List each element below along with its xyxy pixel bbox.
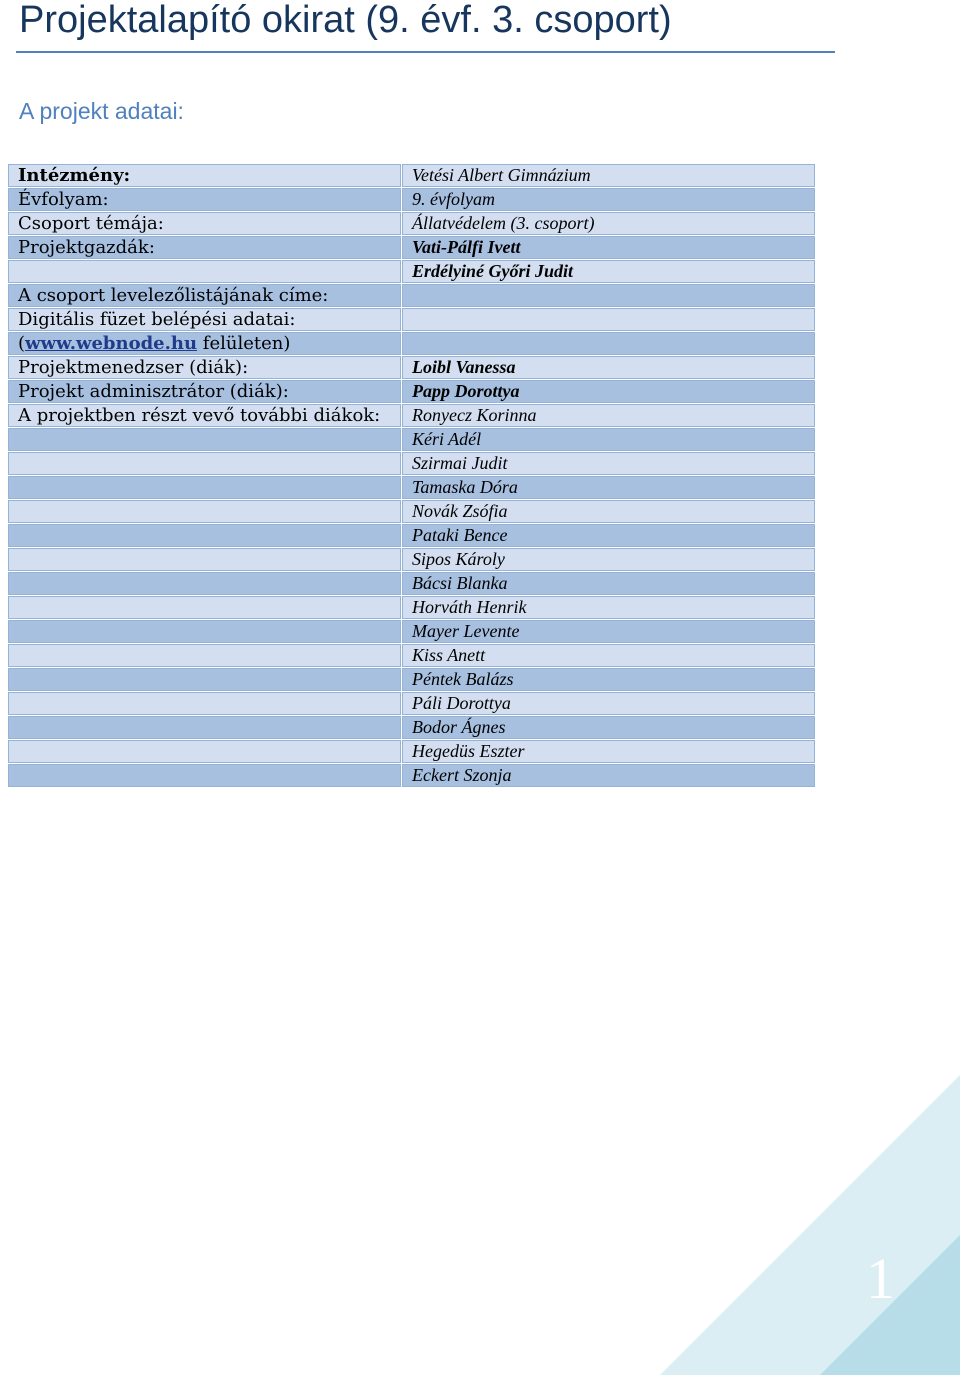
row-value: Péntek Balázs: [402, 668, 816, 692]
table-row: [8, 716, 816, 740]
row-value: Vati-Pálfi Ivett: [402, 236, 816, 260]
row-label: Projektmenedzser (diák):: [8, 356, 402, 380]
row-label: [8, 500, 402, 524]
table-row: [8, 356, 816, 380]
row-value: Bodor Ágnes: [402, 716, 816, 740]
row-label: [8, 620, 402, 644]
row-label: Digitális füzet belépési adatai:: [8, 308, 402, 332]
row-value: Novák Zsófia: [402, 500, 816, 524]
row-value: 9. évfolyam: [402, 188, 816, 212]
row-value: Ronyecz Korinna: [402, 404, 816, 428]
table-row: [8, 164, 816, 188]
table-row: [8, 596, 816, 620]
row-label: A projektben részt vevő további diákok:: [8, 404, 402, 428]
row-value: Szirmai Judit: [402, 452, 816, 476]
row-label: [8, 524, 402, 548]
table-row: [8, 548, 816, 572]
page-corner-decoration: [660, 1075, 960, 1375]
row-label: Évfolyam:: [8, 188, 402, 212]
table-row: [8, 236, 816, 260]
row-label: [8, 332, 402, 356]
title-underline: [16, 51, 835, 53]
table-row: [8, 620, 816, 644]
row-label: Csoport témája:: [8, 212, 402, 236]
table-row: [8, 404, 816, 428]
table-row: [8, 332, 816, 356]
row-value: Erdélyiné Győri Judit: [402, 260, 816, 284]
row-value: Bácsi Blanka: [402, 572, 816, 596]
row-value: Hegedüs Eszter: [402, 740, 816, 764]
row-label: [8, 548, 402, 572]
row-label: [8, 668, 402, 692]
project-data-table: [7, 163, 816, 788]
table-row: [8, 260, 816, 284]
webnode-link[interactable]: www.webnode.hu: [25, 333, 198, 354]
row-label: [8, 476, 402, 500]
row-label: [8, 572, 402, 596]
row-value: Páli Dorottya: [402, 692, 816, 716]
row-value: Eckert Szonja: [402, 764, 816, 788]
row-label: [8, 428, 402, 452]
row-value: [402, 308, 816, 332]
row-value: Mayer Levente: [402, 620, 816, 644]
table-row: [8, 188, 816, 212]
row-label: [8, 692, 402, 716]
label-suffix: felületen): [197, 333, 291, 354]
table-row: [8, 764, 816, 788]
table-row: [8, 308, 816, 332]
row-value: Állatvédelem (3. csoport): [402, 212, 816, 236]
row-label: Projekt adminisztrátor (diák):: [8, 380, 402, 404]
table-row: [8, 284, 816, 308]
row-value: Tamaska Dóra: [402, 476, 816, 500]
table-row: [8, 500, 816, 524]
row-label: [8, 596, 402, 620]
row-value: Sipos Károly: [402, 548, 816, 572]
table-row: [8, 212, 816, 236]
row-value: Pataki Bence: [402, 524, 816, 548]
row-value: Kéri Adél: [402, 428, 816, 452]
row-value: Kiss Anett: [402, 644, 816, 668]
row-label: [8, 260, 402, 284]
table-row: [8, 428, 816, 452]
table-row: [8, 524, 816, 548]
row-value: [402, 332, 816, 356]
row-value: Loibl Vanessa: [402, 356, 816, 380]
row-label: [8, 764, 402, 788]
row-value: Papp Dorottya: [402, 380, 816, 404]
row-label: [8, 716, 402, 740]
table-row: [8, 452, 816, 476]
row-value: [402, 284, 816, 308]
table-row: [8, 740, 816, 764]
table-row: [8, 668, 816, 692]
row-value: Vetési Albert Gimnázium: [402, 164, 816, 188]
row-label: [8, 644, 402, 668]
row-label: [8, 740, 402, 764]
table-row: [8, 380, 816, 404]
row-label: Projektgazdák:: [8, 236, 402, 260]
row-value: Horváth Henrik: [402, 596, 816, 620]
table-row: [8, 476, 816, 500]
page-title: Projektalapító okirat (9. évf. 3. csoport): [19, 0, 672, 41]
section-heading: A projekt adatai:: [19, 98, 184, 124]
row-label: Intézmény:: [8, 164, 402, 188]
table-row: [8, 572, 816, 596]
row-label: [8, 452, 402, 476]
row-label: A csoport levelezőlistájának címe:: [8, 284, 402, 308]
page-number: 1: [866, 1246, 895, 1311]
label-prefix: (: [18, 333, 26, 354]
table-row: [8, 692, 816, 716]
table-row: [8, 644, 816, 668]
